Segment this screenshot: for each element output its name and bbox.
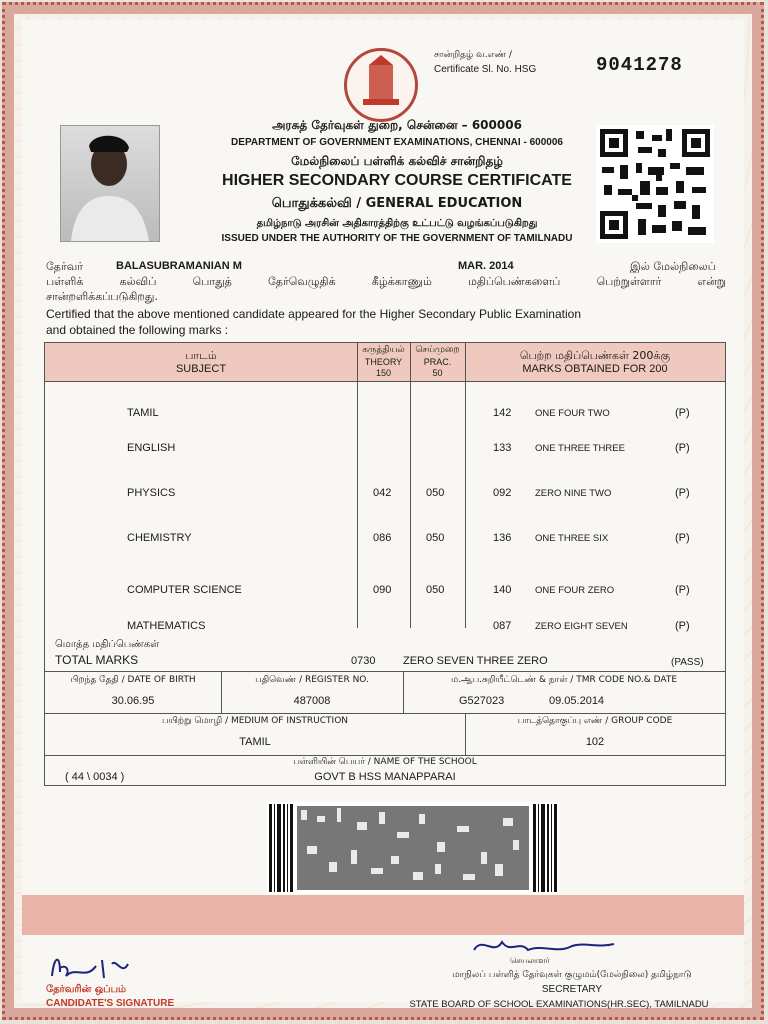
dob-label: பிறந்த தேதி / DATE OF BIRTH: [70, 675, 196, 685]
tmr-code: G527023: [459, 695, 505, 707]
table-row: [45, 620, 725, 640]
dept-name-ta: அரசுத் தேர்வுகள் துறை, சென்னை – 600006: [272, 118, 522, 132]
candidate-signature-image: [46, 946, 146, 986]
subject-result: (P): [675, 532, 690, 544]
subject-total: 087: [493, 620, 512, 632]
candidate-photo: [60, 125, 160, 242]
subject-total-words: ONE THREE SIX: [535, 533, 609, 544]
subject-prac: 050: [426, 584, 445, 596]
subject-total-words: ONE THREE THREE: [535, 443, 625, 454]
candidate-line3: சான்றளிக்கப்படுகிறது.: [46, 290, 158, 303]
certificate-body: [22, 20, 744, 1010]
certificate-sheet: [2, 2, 764, 1020]
subject-result: (P): [675, 442, 690, 454]
footer-band: [22, 895, 744, 935]
subject-total: 133: [493, 442, 512, 454]
prac-header: PRAC.: [423, 357, 452, 367]
secretary-label-ta: செயலாளர்: [510, 956, 550, 965]
barcode: [267, 802, 559, 894]
certificate-title: HIGHER SECONDARY COURSE CERTIFICATE: [222, 172, 572, 189]
subject-result: (P): [675, 620, 690, 632]
table-row: [45, 442, 725, 462]
education-stream: பொதுக்கல்வி / GENERAL EDUCATION: [271, 196, 523, 211]
subject-header-ta: பாடம்: [185, 349, 217, 362]
authority-en: ISSUED UNDER THE AUTHORITY OF THE GOVERNMENT OF TAMILNADU: [221, 233, 573, 244]
candidate-name: BALASUBRAMANIAN M: [116, 260, 242, 272]
table-row: [45, 407, 725, 427]
cert-sl-label-ta: சான்றிதழ் வ.எண் /: [434, 50, 512, 60]
subject-name: CHEMISTRY: [127, 532, 192, 544]
subject-prac: 050: [426, 487, 445, 499]
register-no-label: பதிவெண் / REGISTER NO.: [255, 675, 369, 685]
candidate-signature-label: CANDIDATE'S SIGNATURE: [46, 998, 175, 1009]
subject-name: COMPUTER SCIENCE: [127, 584, 242, 596]
total-marks: 0730: [351, 655, 376, 667]
certified-statement-2: and obtained the following marks :: [46, 323, 229, 337]
subject-result: (P): [675, 487, 690, 499]
subject-theory: 086: [373, 532, 392, 544]
candidate-signature-ta: தேர்வரின் ஒப்பம்: [46, 984, 127, 995]
group-code: 102: [585, 736, 605, 748]
tamilnadu-emblem-icon: [344, 48, 418, 122]
cert-sl-label-en: Certificate Sl. No. HSG: [434, 64, 537, 75]
group-code-label: பாடத்தொகுப்பு எண் / GROUP CODE: [517, 716, 673, 726]
candidate-line2: பள்ளிக் கல்விப் பொதுத் தேர்வெழுதிக் கீழ்க்காணும் மதிப்பெண்களைப் பெற்றுள்ளார் என்று: [46, 275, 726, 288]
theory-header-ta: கருத்தியல்: [362, 345, 405, 355]
prac-max: 50: [432, 368, 443, 378]
prac-header-ta: செய்முறை: [415, 345, 460, 355]
total-label-ta: மொத்த மதிப்பெண்கள்: [55, 639, 160, 650]
total-label: TOTAL MARKS: [55, 653, 139, 667]
date-of-birth: 30.06.95: [111, 695, 155, 707]
authority-ta: தமிழ்நாடு அரசின் அதிகாரத்திற்கு உட்பட்டு வழங்கப்படுகிறது: [256, 218, 538, 229]
total-marks-words: ZERO SEVEN THREE ZERO: [403, 655, 548, 667]
certificate-title-ta: மேல்நிலைப் பள்ளிக் கல்விச் சான்றிதழ்: [291, 154, 503, 168]
subject-theory: 042: [373, 487, 392, 499]
marks-header-ta: பெற்ற மதிப்பெண்கள் 200க்கு: [519, 349, 671, 362]
subject-total: 142: [493, 407, 512, 419]
register-no: 487008: [293, 695, 331, 707]
cert-sl-number: 9041278: [596, 54, 683, 76]
subject-total: 136: [493, 532, 512, 544]
table-row: [45, 584, 725, 604]
tmr-date: 09.05.2014: [549, 695, 605, 707]
subject-total: 092: [493, 487, 512, 499]
subject-total-words: ZERO EIGHT SEVEN: [535, 621, 628, 632]
subject-header: SUBJECT: [175, 363, 227, 375]
medium-of-instruction: TAMIL: [239, 736, 271, 748]
board-name: STATE BOARD OF SCHOOL EXAMINATIONS(HR.SEC), TAMILNADU: [409, 999, 709, 1010]
subject-name: MATHEMATICS: [127, 620, 206, 632]
candidate-label-ta: தேர்வர்: [46, 260, 83, 273]
subject-prac: 050: [426, 532, 445, 544]
result-status: (PASS): [671, 657, 704, 668]
marks-table: [44, 342, 726, 786]
subject-result: (P): [675, 407, 690, 419]
subject-total-words: ONE FOUR TWO: [535, 408, 610, 419]
subject-total-words: ZERO NINE TWO: [535, 488, 612, 499]
secretary-title: SECRETARY: [541, 984, 603, 995]
theory-header: THEORY: [364, 357, 403, 367]
subject-total: 140: [493, 584, 512, 596]
theory-max: 150: [375, 368, 392, 378]
subject-result: (P): [675, 584, 690, 596]
subject-total-words: ONE FOUR ZERO: [535, 585, 615, 596]
subject-theory: 090: [373, 584, 392, 596]
school-code: ( 44 \ 0034 ): [65, 771, 125, 783]
school-name-label: பள்ளியின் பெயர் / NAME OF THE SCHOOL: [293, 757, 477, 767]
table-row: [45, 532, 725, 552]
subject-name: TAMIL: [127, 407, 159, 419]
board-name-ta: மாநிலப் பள்ளித் தேர்வுகள் குழுமம்(மேல்நிலை) தமிழ்நாடு: [452, 970, 692, 980]
subject-name: PHYSICS: [127, 487, 176, 499]
marks-header: MARKS OBTAINED FOR 200: [522, 363, 668, 375]
school-name: GOVT B HSS MANAPPARAI: [314, 771, 456, 783]
certified-statement: Certified that the above mentioned candidate appeared for the Higher Secondary Public Examination: [46, 307, 582, 321]
dept-name-en: DEPARTMENT OF GOVERNMENT EXAMINATIONS, CHENNAI - 600006: [231, 137, 563, 148]
exam-session: MAR. 2014: [458, 260, 514, 272]
subject-name: ENGLISH: [127, 442, 176, 454]
tmr-label: ம.ஆப.சுறியீட்டெண் & நாள் / TMR CODE NO.& DATE: [450, 675, 678, 685]
table-row: [45, 487, 725, 507]
medium-label: பயிற்று மொழி / MEDIUM OF INSTRUCTION: [161, 716, 349, 726]
candidate-line1-end: இல் மேல்நிலைப்: [630, 260, 716, 273]
